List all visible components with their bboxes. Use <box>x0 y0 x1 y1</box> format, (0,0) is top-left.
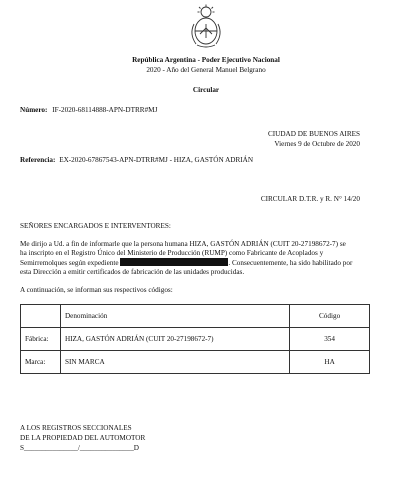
body-line-2: ha inscripto en el Registro Único del Ministerio de Producción (RUMP) como Fabricante de Acoplados y <box>20 249 324 257</box>
table-header-cell: Código <box>290 305 370 328</box>
table-cell: SIN MARCA <box>60 351 289 374</box>
table-intro: A continuación, se informan sus respectivos códigos: <box>20 286 173 294</box>
body-line-3a: Semirremolques según expediente <box>20 259 119 267</box>
numero-label: Número: <box>20 106 48 114</box>
referencia-label: Referencia: <box>20 156 56 164</box>
header-title: República Argentina - Poder Ejecutivo Nacional <box>132 56 280 64</box>
table-cell: HIZA, GASTÓN ADRIÁN (CUIT 20-27198672-7) <box>60 328 289 351</box>
referencia-line <box>20 156 253 165</box>
redacted-block <box>120 258 228 266</box>
document-type: Circular <box>192 86 220 94</box>
table-cell: HA <box>290 351 370 374</box>
body-paragraph <box>20 240 362 277</box>
circular-reference: CIRCULAR D.T.R. y R. N° 14/20 <box>260 195 360 203</box>
body-line-1: Me dirijo a Ud. a fin de informarle que la persona humana HIZA, GASTÓN ADRIÁN (CUIT 20-27198672-7) se <box>20 240 346 248</box>
footer-line-2: DE LA PROPIEDAD DEL AUTOMOTOR <box>20 434 146 442</box>
header-subtitle: 2020 - Año del General Manuel Belgrano <box>146 66 266 74</box>
footer-line-1: A LOS REGISTROS SECCIONALES <box>20 424 132 432</box>
coat-of-arms-seal <box>186 4 226 48</box>
table-cell: 354 <box>290 328 370 351</box>
place: CIUDAD DE BUENOS AIRES <box>267 130 360 138</box>
footer-line-3: S_______________/_______________D <box>20 444 139 452</box>
body-line-3b: . Consecuentemente, ha sido habilitado por <box>228 259 353 267</box>
referencia-value: EX-2020-67867543-APN-DTRR#MJ - HIZA, GASTÓN ADRIÁN <box>59 156 254 164</box>
table-header-row <box>21 305 370 328</box>
body-line-3 <box>20 258 362 268</box>
codes-table <box>20 304 370 374</box>
table-header-cell <box>21 305 61 328</box>
date: Viernes 9 de Octubre de 2020 <box>274 140 360 148</box>
table-row <box>21 328 370 351</box>
body-line-4: esta Dirección a emitir certificados de fabricación de las unidades producidas. <box>20 268 245 276</box>
salutation: SEÑORES ENCARGADOS E INTERVENTORES: <box>20 222 171 230</box>
table-cell: Fábrica: <box>21 328 61 351</box>
table-cell: Marca: <box>21 351 61 374</box>
table-header-cell: Denominación <box>60 305 289 328</box>
numero-value: IF-2020-68114888-APN-DTRR#MJ <box>52 106 158 114</box>
table-row <box>21 351 370 374</box>
numero-line <box>20 106 157 115</box>
